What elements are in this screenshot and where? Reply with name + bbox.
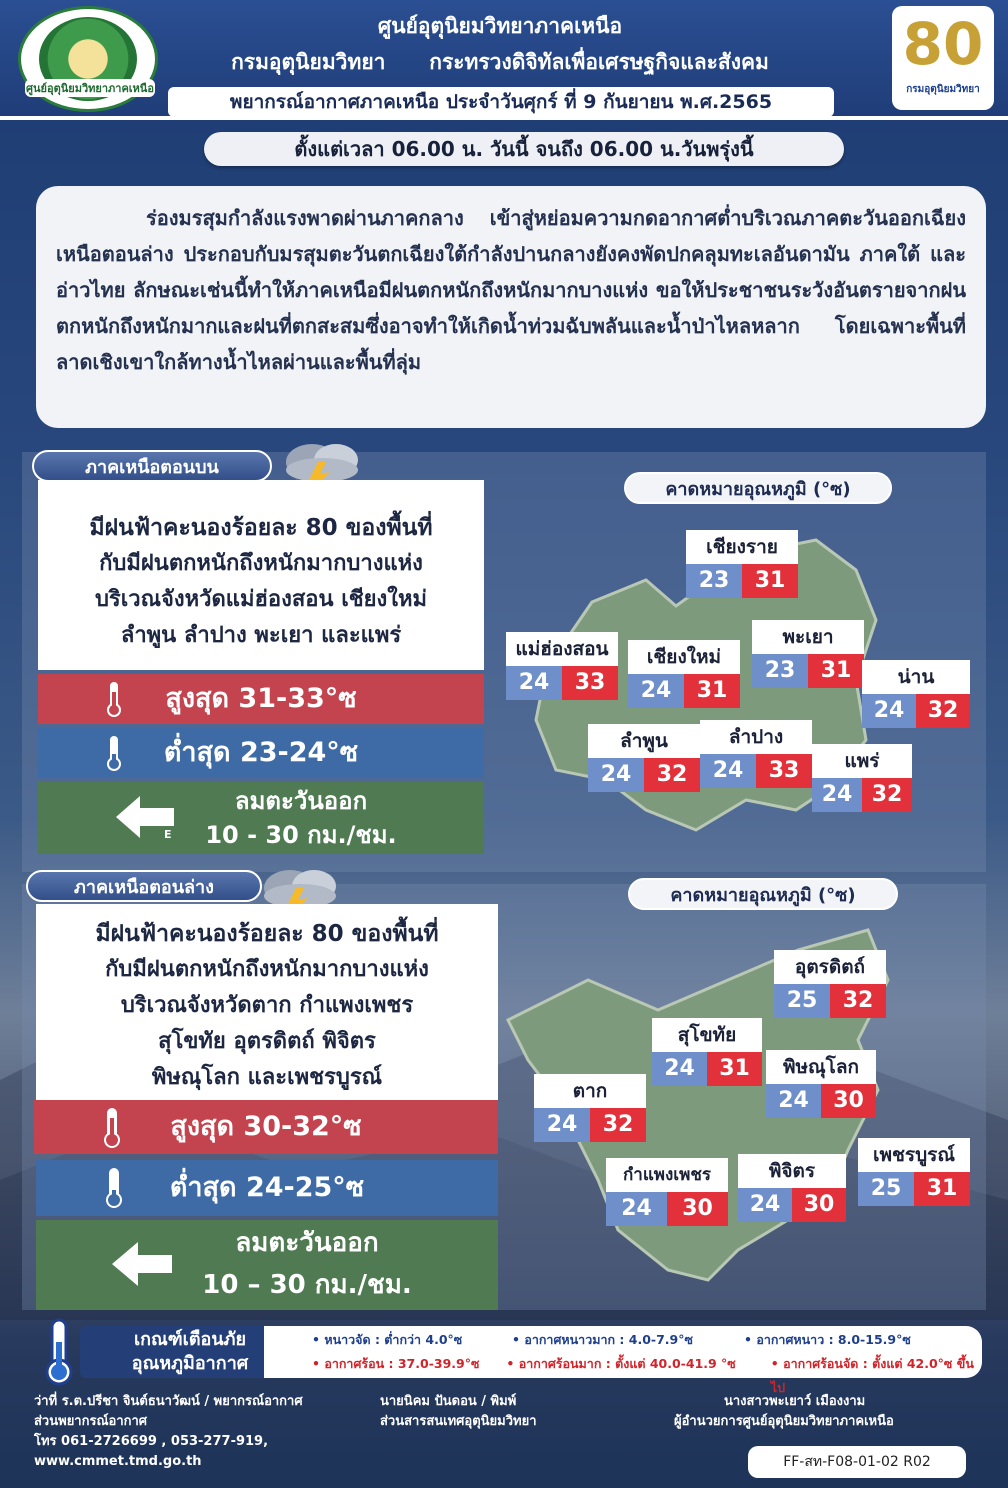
summary-text: ร่องมรสุมกำลังแรงพาดผ่านภาคกลาง เข้าสู่หย่อมความกดอากาศต่ำบริเวณภาคตะวันออกเฉียงเหนือตอนล่าง ประกอบกับมรสุมตะวันตกเฉียงใต้กำลังปานกลางยังคงพัดปกคลุมทะเลอันดามัน ภาคใต้ และอ่าวไทย ลักษณะเช่นนี้ทำให้ภาคเหนือมีฝนตกหนักถึงหนักมากบางแห่ง ขอให้ประชาชนระวังอันตรายจากฝนตกหนักถึงหนักมากและฝนที่ตกสะสมซึ่งอาจทำให้เกิดน้ำท่วมฉับพลันและน้ำป่าไหลหลาก โดยเฉพาะพื้นที่ลาดเชิงเขาใกล้ทางน้ำไหลผ่านและพื้นที่ลุ่ม <box>56 206 966 374</box>
min-temp: 25 <box>858 1172 914 1206</box>
city-chiangrai <box>686 530 798 598</box>
upper-map-title: คาดหมายอุณหภูมิ (°ซ) <box>624 472 892 504</box>
city-phetchabun <box>858 1138 970 1206</box>
criteria-very-hot: • อากาศร้อนมาก : ตั้งแต่ 40.0-41.9 °ซ <box>506 1356 736 1371</box>
min-temp: 24 <box>738 1188 792 1222</box>
typist-name: นายนิคม ปันดอน / พิมพ์ <box>380 1394 517 1409</box>
forecast-date-title: พยากรณ์อากาศภาคเหนือ ประจำวันศุกร์ ที่ 9 กันยายน พ.ศ.2565 <box>168 87 834 117</box>
thermometer-cold-icon <box>102 1166 126 1210</box>
warning-title-line2: อุณหภูมิอากาศ <box>131 1353 249 1374</box>
city-lamphun <box>588 724 700 792</box>
min-temp: 25 <box>774 984 830 1018</box>
temperature-warning-criteria <box>34 1326 982 1395</box>
upper-forecast-line: กับมีฝนตกหนักถึงหนักมากบางแห่ง <box>99 551 423 576</box>
upper-forecast-line: มีฝนฟ้าคะนองร้อยละ 80 ของพื้นที่ <box>89 515 433 541</box>
max-temp: 32 <box>916 694 970 728</box>
city-tak <box>534 1074 646 1142</box>
min-temp: 24 <box>534 1108 590 1142</box>
lower-forecast-text <box>36 904 498 1100</box>
min-temp: 24 <box>652 1052 707 1086</box>
min-temp: 23 <box>686 564 742 598</box>
max-temp: 32 <box>644 758 700 792</box>
lower-forecast-line: กับมีฝนตกหนักถึงหนักมากบางแห่ง <box>105 957 429 982</box>
lower-max-temp: สูงสุด 30-32°ซ <box>170 1111 362 1142</box>
upper-wind-bar <box>38 782 484 854</box>
city-name: พะเยา <box>752 620 864 654</box>
criteria-extreme-hot: • อากาศร้อนจัด : ตั้งแต่ 42.0°ซ ขึ้นไป <box>770 1356 974 1395</box>
weather-summary <box>36 186 986 428</box>
department-logo <box>18 6 158 112</box>
city-uttaradit <box>774 950 886 1018</box>
city-phichit <box>738 1154 846 1222</box>
city-name: เพชรบูรณ์ <box>858 1138 970 1172</box>
city-name: พิษณุโลก <box>766 1050 876 1084</box>
warning-title-line1: เกณฑ์เตือนภัย <box>133 1329 247 1350</box>
min-temp: 23 <box>752 654 808 688</box>
max-temp: 33 <box>562 666 618 700</box>
department-ministry: กรมอุตุนิยมวิทยา กระทรวงดิจิทัลเพื่อเศรษฐกิจและสังคม <box>231 50 769 74</box>
forecaster-unit: ส่วนพยากรณ์อากาศ <box>34 1414 148 1429</box>
city-phrae <box>812 744 912 812</box>
min-temp: 24 <box>766 1084 821 1118</box>
min-temp: 24 <box>812 778 862 812</box>
min-temp: 24 <box>588 758 644 792</box>
warning-criteria-list <box>264 1326 982 1395</box>
director-title: ผู้อำนวยการศูนย์อุตุนิยมวิทยาภาคเหนือ <box>674 1414 894 1429</box>
city-name: แม่ฮ่องสอน <box>506 632 618 666</box>
min-temp: 24 <box>506 666 562 700</box>
max-temp: 31 <box>914 1172 970 1206</box>
upper-forecast-line: บริเวณจังหวัดแม่ฮ่องสอน เชียงใหม่ <box>94 587 428 612</box>
city-name: สุโขทัย <box>652 1018 762 1052</box>
wind-direction-label: E <box>164 828 172 840</box>
header-bar <box>0 0 1008 120</box>
anniversary-logo <box>892 6 994 110</box>
max-temp: 32 <box>590 1108 646 1142</box>
forecaster-name: ว่าที่ ร.ต.ปรีชา จินต์ธนาวัฒน์ / พยากรณ์อากาศ <box>34 1394 303 1409</box>
upper-max-temp: สูงสุด 31-33°ซ <box>165 683 357 714</box>
upper-forecast-line: ลำพูน ลำปาง พะเยา และแพร่ <box>120 623 402 648</box>
min-temp: 24 <box>862 694 916 728</box>
lower-wind-direction: ลมตะวันออก <box>235 1228 379 1258</box>
city-lampang <box>700 720 812 788</box>
lower-forecast-line: พิษณุโลก และเพชรบูรณ์ <box>151 1065 383 1090</box>
center-name: ศูนย์อุตุนิยมวิทยาภาคเหนือ <box>377 14 623 38</box>
city-name: พิจิตร <box>738 1154 846 1188</box>
max-temp: 32 <box>862 778 912 812</box>
criteria-cold-much: • อากาศหนาวมาก : 4.0-7.9°ซ <box>512 1332 693 1347</box>
lower-wind-bar <box>36 1220 498 1310</box>
lower-forecast-line: มีฝนฟ้าคะนองร้อยละ 80 ของพื้นที่ <box>95 921 439 947</box>
max-temp: 30 <box>667 1192 728 1226</box>
anniversary-caption: กรมอุตุนิยมวิทยา <box>906 84 980 95</box>
max-temp: 31 <box>707 1052 762 1086</box>
max-temp: 30 <box>821 1084 876 1118</box>
lower-forecast-line: บริเวณจังหวัดตาก กำแพงเพชร <box>120 993 414 1018</box>
city-phayao <box>752 620 864 688</box>
lower-north-title: ภาคเหนือตอนล่าง <box>26 870 262 902</box>
max-temp: 31 <box>808 654 864 688</box>
wind-east-arrow-icon <box>114 794 178 840</box>
city-maehongson <box>506 632 618 700</box>
city-name: แพร่ <box>812 744 912 778</box>
lower-min-temp: ต่ำสุด 24-25°ซ <box>169 1172 365 1203</box>
upper-max-temp-bar <box>38 674 484 724</box>
forecast-period: ตั้งแต่เวลา 06.00 น. วันนี้ จนถึง 06.00 น.วันพรุ่งนี้ <box>204 132 844 166</box>
city-name: น่าน <box>862 660 970 694</box>
forecaster-credit <box>34 1392 394 1472</box>
upper-wind-direction: ลมตะวันออก <box>234 787 368 815</box>
city-name: ตาก <box>534 1074 646 1108</box>
city-name: ลำพูน <box>588 724 700 758</box>
max-temp: 33 <box>756 754 812 788</box>
typist-unit: ส่วนสารสนเทศอุตุนิยมวิทยา <box>380 1414 537 1429</box>
lower-forecast-line: สุโขทัย อุตรดิตถ์ พิจิตร <box>158 1029 376 1054</box>
upper-forecast-text <box>38 480 484 670</box>
min-temp: 24 <box>606 1192 667 1226</box>
upper-wind-speed: 10 - 30 กม./ชม. <box>205 821 397 849</box>
city-phitsanulok <box>766 1050 876 1118</box>
city-sukhothai <box>652 1018 762 1086</box>
city-name: เชียงราย <box>686 530 798 564</box>
criteria-very-cold: • หนาวจัด : ต่ำกว่า 4.0°ซ <box>312 1332 463 1347</box>
max-temp: 31 <box>684 674 740 708</box>
wind-east-arrow-icon <box>110 1240 176 1288</box>
city-nan <box>862 660 970 728</box>
min-temp: 24 <box>628 674 684 708</box>
city-name: กำแพงเพชร <box>606 1158 728 1192</box>
contact-info: โทร 061-2726699 , 053-277-919, www.cmmet.tmd.go.th <box>34 1434 269 1469</box>
max-temp: 31 <box>742 564 798 598</box>
thermometer-hot-icon <box>100 1106 124 1150</box>
lower-wind-speed: 10 – 30 กม./ชม. <box>202 1270 412 1300</box>
thermometer-hot-icon <box>104 680 124 718</box>
lower-map-title: คาดหมายอุณหภูมิ (°ซ) <box>628 878 898 910</box>
max-temp: 32 <box>830 984 886 1018</box>
max-temp: 30 <box>792 1188 846 1222</box>
thermometer-cold-icon <box>104 734 124 772</box>
upper-north-title: ภาคเหนือตอนบน <box>32 450 272 482</box>
city-name: อุตรดิตถ์ <box>774 950 886 984</box>
lower-min-temp-bar <box>36 1160 498 1216</box>
typist-credit <box>380 1392 640 1432</box>
director-name: นางสาวพะเยาว์ เมืองงาม <box>724 1394 866 1409</box>
thermometer-icon <box>42 1318 76 1388</box>
upper-min-temp: ต่ำสุด 23-24°ซ <box>163 737 359 768</box>
city-kamphaengphet <box>606 1158 728 1226</box>
criteria-hot: • อากาศร้อน : 37.0-39.9°ซ <box>312 1356 480 1371</box>
anniversary-number: 80 <box>902 10 984 78</box>
director-credit <box>674 1392 984 1432</box>
city-chiangmai <box>628 640 740 708</box>
criteria-cold: • อากาศหนาว : 8.0-15.9°ซ <box>744 1332 911 1347</box>
min-temp: 24 <box>700 754 756 788</box>
city-name: ลำปาง <box>700 720 812 754</box>
lower-max-temp-bar <box>34 1100 498 1154</box>
city-name: เชียงใหม่ <box>628 640 740 674</box>
document-code: FF-สท-F08-01-02 R02 <box>748 1446 966 1478</box>
upper-min-temp-bar <box>38 728 484 778</box>
logo-caption: ศูนย์อุตุนิยมวิทยาภาคเหนือ <box>25 79 155 97</box>
